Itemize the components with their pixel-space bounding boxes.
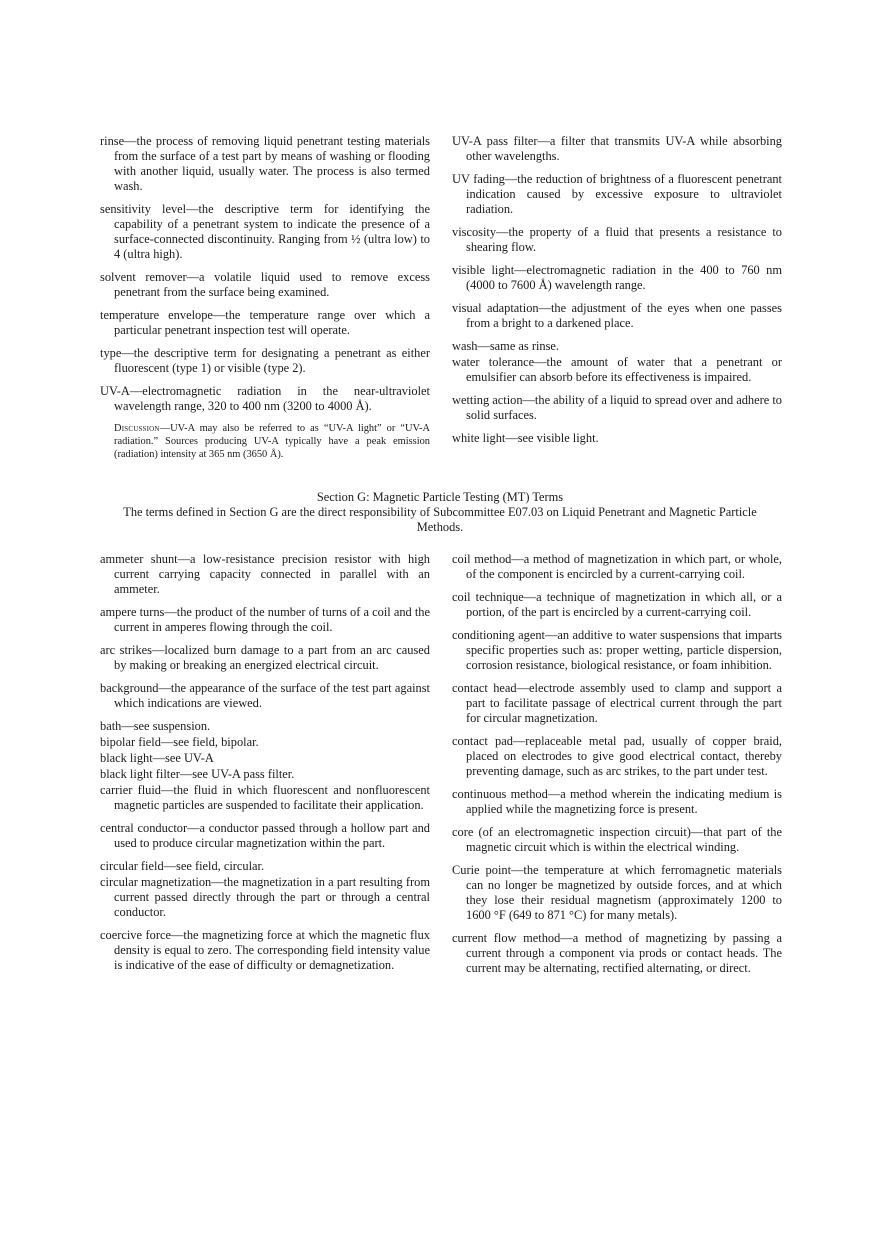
definition-entry: sensitivity level—the descriptive term for identifying the capability of a penetrant system to indicate the presence of a surface-connected discontinuity. Ranging from ½ (ultra low) to 4 (ultra high). xyxy=(100,202,430,261)
section-title: Section G: Magnetic Particle Testing (MT) Terms xyxy=(316,490,564,504)
definition-entry: background—the appearance of the surface of the test part against which indications are viewed. xyxy=(100,681,430,710)
definition-entry: current flow method—a method of magnetizing by passing a current through a component via prods or contact heads. The current may be alternating, rectified alternating, or direct. xyxy=(452,931,782,975)
definition-entry: contact head—electrode assembly used to clamp and support a part to facilitate passage of electrical current through the part for circular magnetization. xyxy=(452,681,782,725)
column-top-left xyxy=(100,134,430,461)
definition-entry: central conductor—a conductor passed through a hollow part and used to produce circular magnetization within the part. xyxy=(100,821,430,850)
column-bottom-right xyxy=(452,552,782,984)
definition-entry: bipolar field—see field, bipolar. xyxy=(100,735,259,749)
definition-entry: type—the descriptive term for designating a penetrant as either fluorescent (type 1) or visible (type 2). xyxy=(100,346,430,375)
definition-entry: arc strikes—localized burn damage to a part from an arc caused by making or breaking an energized electrical circuit. xyxy=(100,643,430,672)
definition-entry: coil technique—a technique of magnetization in which all, or a portion, of the part is encircled by a current-carrying coil. xyxy=(452,590,782,619)
definition-entry: wetting action—the ability of a liquid to spread over and adhere to solid surfaces. xyxy=(452,393,782,422)
definition-entry: white light—see visible light. xyxy=(452,431,599,445)
definition-entry: Curie point—the temperature at which ferromagnetic materials can no longer be magnetized by outside forces, and at which they lose their residual magnetism (approximately 1200 to 1600 °F (649 to 871 °C) for many metals). xyxy=(452,863,782,922)
discussion-lead: Discussion xyxy=(114,423,160,434)
definition-entry: ampere turns—the product of the number of turns of a coil and the current in amperes flowing through the coil. xyxy=(100,605,430,634)
definition-entry: UV fading—the reduction of brightness of a fluorescent penetrant indication caused by excessive exposure to ultraviolet radiation. xyxy=(452,172,782,216)
section-heading xyxy=(100,490,780,535)
definition-entry: wash—same as rinse. xyxy=(452,339,560,353)
definition-entry: ammeter shunt—a low-resistance precision resistor with high current carrying capacity connected in parallel with an ammeter. xyxy=(100,552,430,596)
definition-entry: carrier fluid—the fluid in which fluorescent and nonfluorescent magnetic particles are suspended to facilitate their application. xyxy=(100,783,430,812)
discussion-note xyxy=(100,422,430,461)
definition-entry: visual adaptation—the adjustment of the eyes when one passes from a bright to a darkened place. xyxy=(452,301,782,330)
definition-entry: rinse—the process of removing liquid penetrant testing materials from the surface of a test part by means of washing or flooding with another liquid, usually water. The process is also termed wash. xyxy=(100,134,430,193)
definition-entry: core (of an electromagnetic inspection circuit)—that part of the magnetic circuit which is within the electrical winding. xyxy=(452,825,782,854)
column-top-right xyxy=(452,134,782,454)
definition-entry: coercive force—the magnetizing force at which the magnetic flux density is equal to zero. The corresponding field intensity value is indicative of the ease of difficulty or demagnetization. xyxy=(100,928,430,972)
definition-entry: UV-A pass filter—a filter that transmits UV-A while absorbing other wavelengths. xyxy=(452,134,782,163)
definition-entry: black light filter—see UV-A pass filter. xyxy=(100,767,295,781)
discussion-text: —UV-A may also be referred to as “UV-A light” or “UV-A radiation.” Sources producing UV-A typically have a peak emission (radiation) intensity at 365 nm (3650 Å). xyxy=(114,423,430,460)
definition-entry: contact pad—replaceable metal pad, usually of copper braid, placed on electrodes to give good electrical contact, thereby preventing damage, such as arc strikes, to the part under test. xyxy=(452,734,782,778)
definition-entry: viscosity—the property of a fluid that presents a resistance to shearing flow. xyxy=(452,225,782,254)
definition-entry: black light—see UV-A xyxy=(100,751,214,765)
definition-entry: water tolerance—the amount of water that a penetrant or emulsifier can absorb before its effectiveness is impaired. xyxy=(452,355,782,384)
definition-entry: bath—see suspension. xyxy=(100,719,211,733)
definition-entry: coil method—a method of magnetization in which part, or whole, of the component is encircled by a current-carrying coil. xyxy=(452,552,782,581)
definition-entry: UV-A—electromagnetic radiation in the near-ultraviolet wavelength range, 320 to 400 nm (3200 to 4000 Å). xyxy=(100,384,430,413)
column-bottom-left xyxy=(100,552,430,981)
definition-entry: circular magnetization—the magnetization in a part resulting from current passed directly through the part or through a central conductor. xyxy=(100,875,430,919)
definition-entry: circular field—see field, circular. xyxy=(100,859,265,873)
definition-entry: visible light—electromagnetic radiation in the 400 to 760 nm (4000 to 7600 Å) wavelength range. xyxy=(452,263,782,292)
definition-entry: continuous method—a method wherein the indicating medium is applied while the magnetizing force is present. xyxy=(452,787,782,816)
definition-entry: temperature envelope—the temperature range over which a particular penetrant inspection test will operate. xyxy=(100,308,430,337)
definition-entry: conditioning agent—an additive to water suspensions that imparts specific properties such as: proper wetting, particle dispersion, corrosion resistance, biological resistance, or foam inhibition. xyxy=(452,628,782,672)
definition-entry: solvent remover—a volatile liquid used to remove excess penetrant from the surface being examined. xyxy=(100,270,430,299)
section-subtitle: The terms defined in Section G are the direct responsibility of Subcommittee E07.03 on Liquid Penetrant and Magnetic Particle Methods. xyxy=(123,505,757,534)
